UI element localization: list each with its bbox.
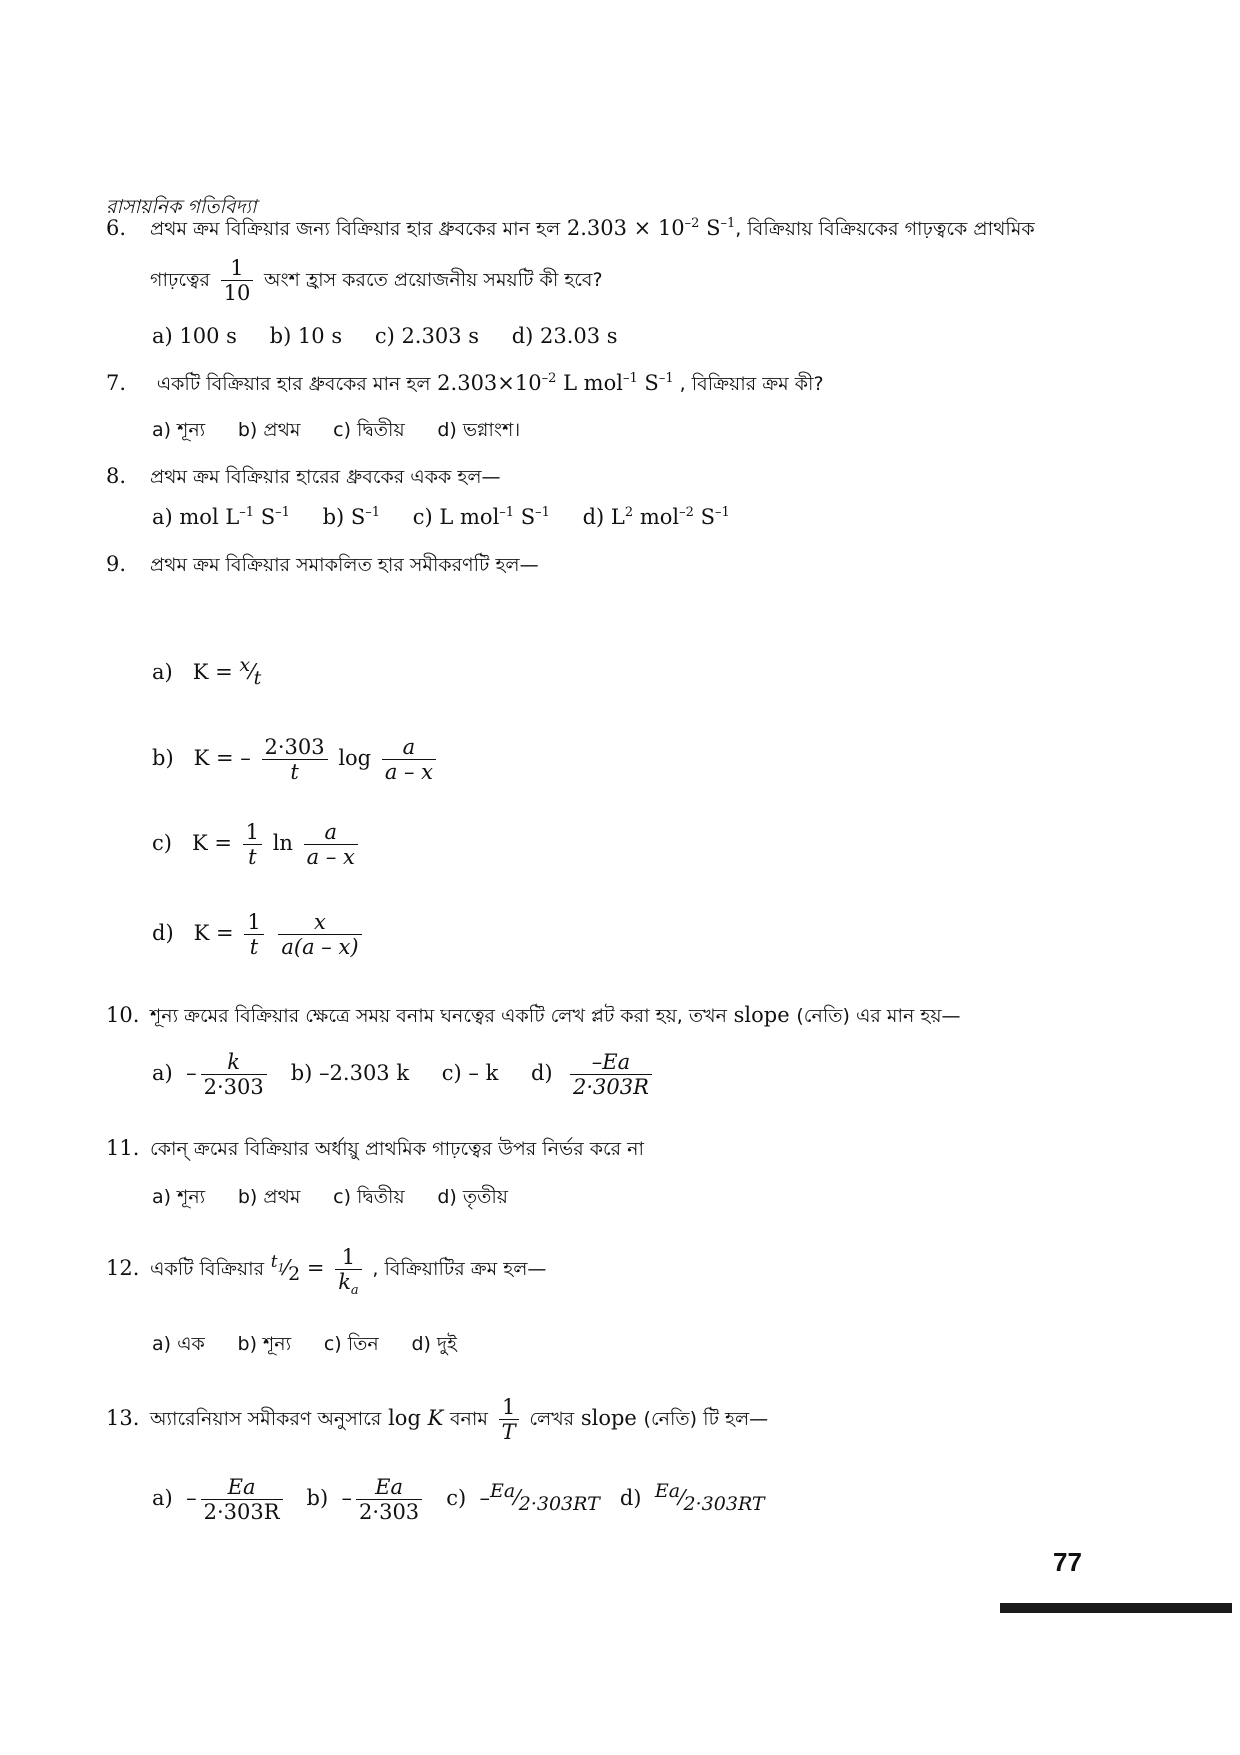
superscript: –1: [720, 216, 736, 231]
numerator: 1: [244, 910, 263, 935]
option-text: b) S: [322, 505, 366, 529]
superscript: –1: [622, 371, 638, 386]
question-9: [106, 551, 539, 583]
denominator: t: [248, 845, 257, 870]
denominator: t: [290, 760, 299, 785]
question-text: অ্যারেনিয়াস সমীকরণ অনুসারে: [150, 1408, 382, 1431]
denominator: 2·303: [359, 1500, 420, 1525]
fraction: [570, 1050, 652, 1099]
option-label: a): [152, 1061, 173, 1086]
denominator: 2·303RT: [518, 1493, 600, 1516]
math-text: S: [699, 216, 721, 240]
option-9d: [152, 910, 366, 959]
option-c: c) – k: [441, 1061, 499, 1086]
fraction: [304, 820, 358, 869]
option-b: b) শূন্য: [237, 1333, 292, 1355]
equation-text: =: [306, 1256, 325, 1281]
numerator: 1: [221, 256, 254, 281]
subscript: 1: [277, 1261, 285, 1275]
question-text: , বিক্রিয়ার ক্রম কী?: [673, 373, 824, 395]
question-text: প্রথম ক্রম বিক্রিয়ার জন্য বিক্রিয়ার হার ধ্রুবকের মান হল: [150, 218, 561, 240]
superscript: –2: [684, 216, 700, 231]
equation-text: K =: [192, 831, 232, 856]
denominator-text: 2·303R: [203, 1500, 280, 1525]
denominator: [335, 1270, 362, 1299]
option-d: [583, 505, 730, 529]
slash-fraction: $^x⁄_t$: [239, 654, 262, 690]
subscript: a: [350, 1283, 359, 1299]
denominator: a(a – x): [281, 935, 359, 960]
option-text: d) L: [582, 505, 625, 529]
numerator: 1: [243, 820, 262, 845]
superscript: –1: [499, 505, 515, 520]
fraction: [382, 735, 436, 784]
option-c: c) দ্বিতীয়: [333, 419, 405, 441]
denominator: 2·303: [203, 1075, 264, 1100]
option-label: a): [152, 1486, 173, 1511]
question-7: [106, 370, 824, 402]
question-6-line2: [150, 256, 603, 305]
options-8: [152, 505, 756, 529]
option-a: [152, 505, 290, 529]
numerator: 1: [335, 1245, 362, 1270]
question-text: শূন্য ক্রমের বিক্রিয়ার ক্ষেত্রে সময় বনাম ঘনত্বের একটি লেখ প্লট করা হয়, তখন: [150, 1005, 727, 1027]
question-number: 10.: [106, 1003, 140, 1027]
option-b: b) –2.303 k: [290, 1061, 410, 1086]
denominator: 2·303R: [572, 1075, 649, 1100]
math-text: 2.303×10: [437, 371, 542, 395]
option-text: S: [693, 505, 715, 529]
option-text: a) mol L: [152, 505, 240, 529]
option-label: a): [152, 660, 173, 684]
superscript: –1: [535, 505, 550, 520]
equation-text: K = –: [193, 746, 251, 771]
question-11: [106, 1135, 644, 1167]
option-d: d) 23.03 s: [511, 324, 618, 348]
question-text: প্রথম ক্রম বিক্রিয়ার হারের ধ্রুবকের একক হল—: [150, 466, 501, 488]
superscript: –1: [658, 371, 674, 386]
equation-text: ln: [272, 831, 293, 856]
numerator: Ea: [654, 1480, 681, 1503]
option-text: mol: [633, 505, 680, 529]
options-6: [152, 324, 644, 348]
fraction: [221, 256, 254, 305]
option-c: c) তিন: [323, 1333, 379, 1355]
option-d: d) তৃতীয়: [437, 1186, 508, 1208]
superscript: –2: [679, 505, 694, 520]
denominator: T: [501, 1420, 516, 1445]
superscript: –1: [365, 505, 381, 520]
option-b: [323, 505, 380, 529]
denominator: t: [253, 667, 262, 690]
fraction: [356, 1475, 422, 1524]
option-9c: [152, 820, 362, 869]
question-text: গাঢ়ত্বের: [150, 269, 210, 292]
question-8: [106, 463, 501, 495]
fraction: [262, 735, 328, 784]
numerator: 2·303: [262, 735, 328, 760]
footer-bar: [1000, 1603, 1232, 1613]
slash-fraction: $^{Ea}⁄_{2\cdot 303RT}$: [654, 1480, 765, 1516]
question-text: (নেতি) এর মান হয়—: [796, 1005, 961, 1027]
question-text: , বিক্রিয়ায় বিক্রিয়কের গাঢ়ত্বকে প্রাথমিক: [735, 218, 1035, 240]
fraction: [278, 910, 361, 959]
option-9a: [152, 654, 262, 690]
question-text: লেখর: [529, 1408, 575, 1431]
question-13: [106, 1395, 768, 1444]
equation-text: K =: [193, 921, 234, 946]
option-label: d): [619, 1486, 642, 1511]
question-text: slope: [733, 1003, 790, 1027]
equation-text: log: [388, 1406, 421, 1431]
question-text: প্রথম ক্রম বিক্রিয়ার সমাকলিত হার সমীকরণটি হল—: [150, 554, 539, 576]
option-a: a) 100 s: [152, 324, 237, 348]
option-b: b) প্রথম: [237, 419, 301, 441]
option-label: d): [152, 921, 174, 946]
question-12: [106, 1245, 547, 1299]
option-a: a) শূন্য: [152, 419, 206, 441]
options-12: [152, 1330, 483, 1362]
math-text: L mol: [556, 371, 623, 395]
denominator: t: [249, 935, 259, 960]
half-life-expression: $^{t_1}⁄_2$: [270, 1252, 301, 1286]
question-10: [106, 1002, 961, 1034]
numerator: x: [278, 910, 361, 935]
question-number: 12.: [106, 1256, 140, 1281]
superscript: –1: [714, 505, 730, 520]
question-number: 13.: [106, 1406, 140, 1431]
question-text: , বিক্রিয়াটির ক্রম হল—: [372, 1258, 547, 1281]
question-text: একটি বিক্রিয়ার: [150, 1258, 265, 1281]
question-text: বনাম: [449, 1408, 488, 1431]
numerator: a: [304, 820, 358, 845]
option-b: b) প্রথম: [237, 1186, 301, 1208]
options-11: [152, 1183, 534, 1215]
numerator: –Ea: [570, 1050, 652, 1075]
question-number: 11.: [106, 1136, 140, 1160]
question-text: (নেতি) টি হল—: [643, 1408, 769, 1431]
option-c: c) দ্বিতীয়: [333, 1186, 405, 1208]
numerator: 1: [499, 1395, 519, 1420]
math-text: 2.303 × 10: [566, 216, 685, 240]
fraction: [499, 1395, 519, 1444]
option-c: c) 2.303 s: [374, 324, 480, 348]
option-d: d) দুই: [411, 1333, 457, 1355]
denominator: 10: [223, 281, 251, 306]
option-label: d): [530, 1061, 553, 1086]
option-a: a) এক: [152, 1333, 205, 1355]
option-label: b): [306, 1486, 329, 1511]
variable-k: k: [338, 1270, 351, 1295]
numerator: Ea: [356, 1475, 422, 1500]
option-label: b): [152, 746, 174, 771]
equation-text: log: [338, 746, 372, 771]
question-number: 8.: [106, 464, 127, 488]
denominator: [201, 1500, 283, 1524]
numerator: a: [382, 735, 436, 760]
question-number: 6.: [106, 216, 127, 240]
option-label: c): [446, 1486, 467, 1511]
question-6: [106, 215, 1035, 247]
slash-fraction: $^{Ea}⁄_{2\cdot 303RT}$: [490, 1480, 600, 1516]
option-b: b) 10 s: [269, 324, 343, 348]
denominator: a – x: [384, 760, 434, 785]
question-number: 7.: [106, 371, 127, 395]
question-text: slope: [580, 1406, 637, 1431]
denominator: a – x: [306, 845, 355, 870]
fraction: [335, 1245, 362, 1299]
superscript: –2: [541, 371, 557, 386]
option-text: S: [254, 505, 276, 529]
numerator: k: [201, 1050, 267, 1075]
denominator: 2: [288, 1263, 301, 1286]
equation-text: K =: [192, 660, 233, 684]
fraction: [244, 910, 263, 959]
math-text: S: [637, 371, 659, 395]
equation-text: –: [186, 1061, 197, 1086]
question-text: কোন্ ক্রমের বিক্রিয়ার অর্ধায়ু প্রাথমিক গাঢ়ত্বের উপর নির্ভর করে না: [150, 1138, 644, 1160]
superscript: –1: [275, 505, 290, 520]
question-number: 9.: [106, 552, 127, 576]
options-7: [152, 416, 546, 448]
question-text: অংশ হ্রাস করতে প্রয়োজনীয় সময়টি কী হবে?: [264, 269, 603, 292]
option-text: c) L mol: [412, 505, 500, 529]
fraction: [243, 820, 262, 869]
fraction: [201, 1050, 267, 1099]
option-text: S: [514, 505, 536, 529]
running-header: রাসায়নিক গতিবিদ্যা: [106, 196, 257, 218]
options-13: a) – $\frac{Ea}{2\cdot 303R}$ b) – $\frac{Ea}{2\cdot 303}$ c) $-^{Ea}⁄_{2\cdot 303RT}$ d) $^{Ea}⁄_{2\cdot 303RT}$: [152, 1475, 765, 1525]
superscript: –1: [239, 505, 255, 520]
option-9b: [152, 735, 440, 784]
superscript: 2: [624, 505, 634, 520]
option-label: c): [152, 831, 172, 856]
numerator: Ea: [201, 1475, 283, 1500]
question-text: একটি বিক্রিয়ার হার ধ্রুবকের মান হল: [156, 373, 431, 395]
numerator: Ea: [490, 1480, 516, 1503]
numerator: x: [239, 654, 251, 676]
denominator: 2·303RT: [683, 1493, 765, 1516]
variable-t: t: [270, 1252, 278, 1273]
page-number: 77: [1053, 1547, 1082, 1577]
option-a: a) শূন্য: [152, 1186, 206, 1208]
option-c: [413, 505, 550, 529]
variable-k: K: [427, 1406, 444, 1431]
option-d: d) ভগ্নাংশ।: [437, 419, 521, 441]
options-10: [152, 1050, 656, 1099]
fraction: [201, 1475, 283, 1524]
